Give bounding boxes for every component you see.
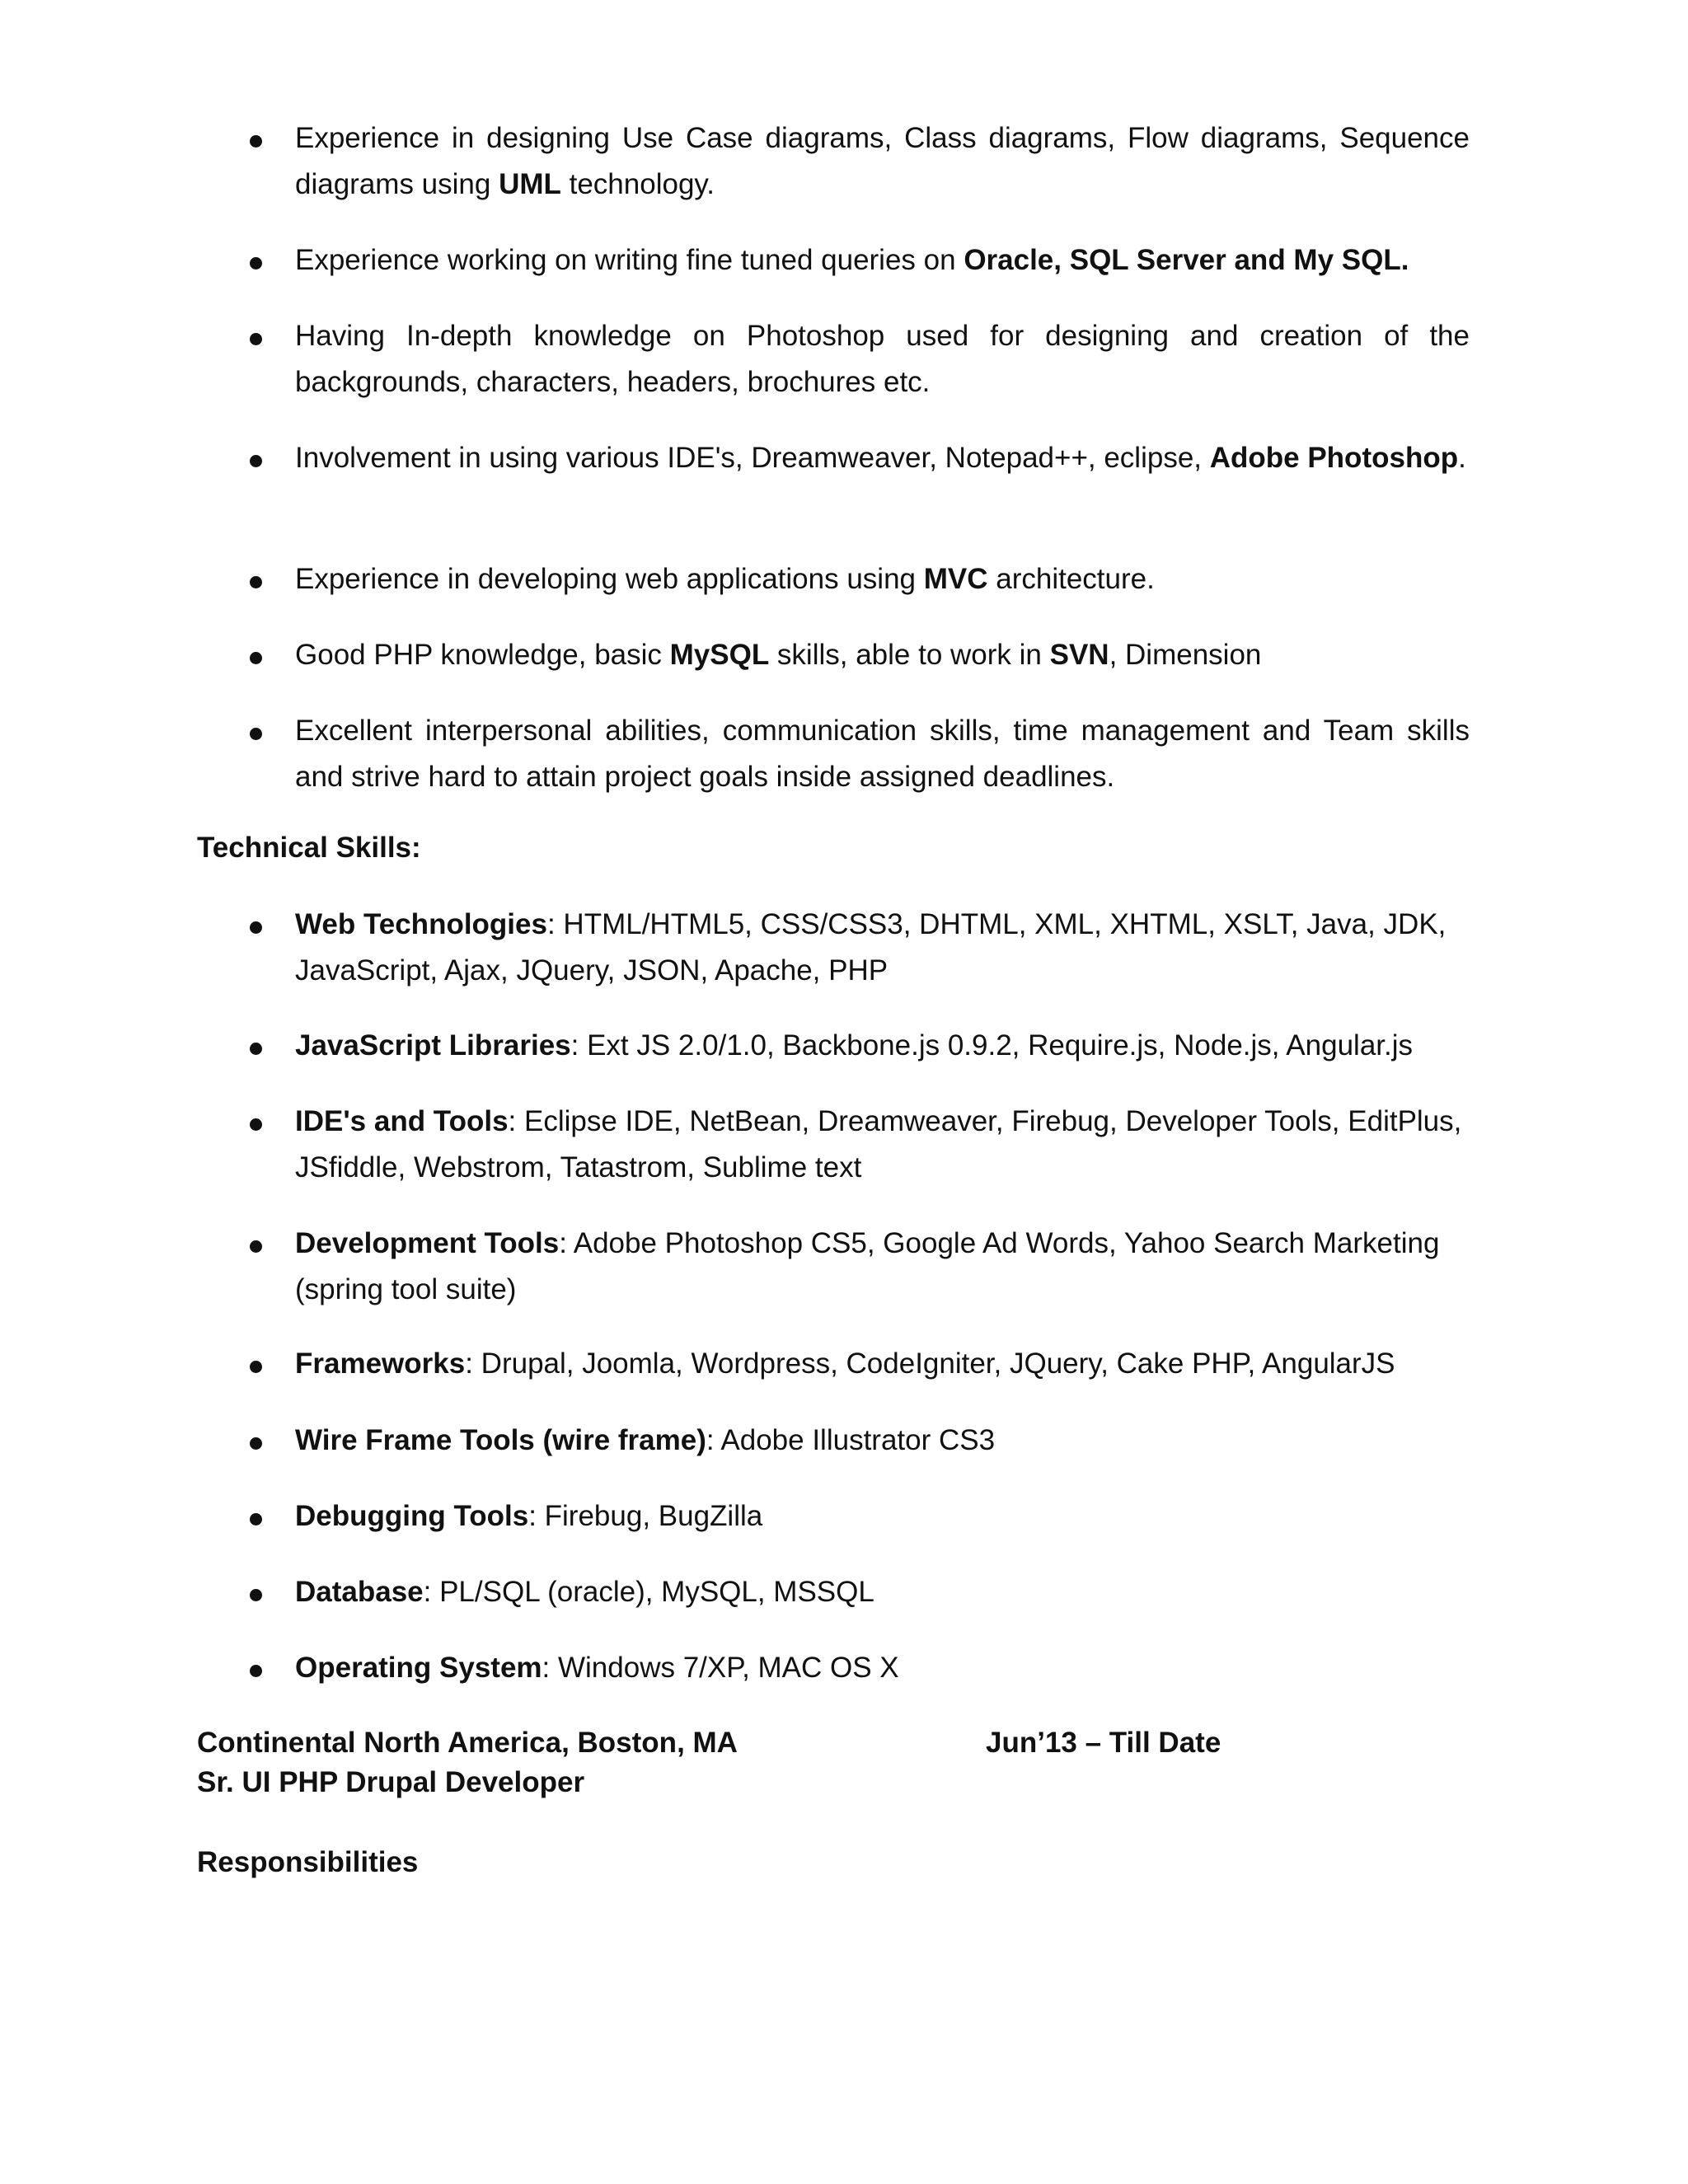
skill-label: Operating System <box>295 1652 542 1684</box>
skill-value: : PL/SQL (oracle), MySQL, MSSQL <box>423 1576 874 1608</box>
skill-value: : HTML/HTML5, CSS/CSS3, DHTML, XML, XHTML, XSLT, Java, JDK, JavaScript, Ajax, JQuery, JSON, Apache, PHP <box>295 908 1447 987</box>
skill-value: : Drupal, Joomla, Wordpress, CodeIgniter, JQuery, Cake PHP, AngularJS <box>465 1347 1395 1380</box>
summary-item: Experience working on writing fine tuned queries on Oracle, SQL Server and My SQL. <box>295 237 1470 284</box>
bullet-icon <box>250 576 262 588</box>
job-dates: Jun’13 – Till Date <box>986 1727 1221 1759</box>
responsibilities-heading: Responsibilities <box>197 1846 419 1878</box>
skill-label: Debugging Tools <box>295 1500 529 1532</box>
bullet-icon <box>250 333 262 345</box>
skill-item <box>295 1418 1470 1464</box>
skill-item <box>295 1099 1470 1191</box>
skill-item <box>295 902 1470 994</box>
skill-label: Database <box>295 1576 424 1608</box>
job-company: Continental North America, Boston, MA <box>197 1727 738 1759</box>
skill-value: : Adobe Illustrator CS3 <box>706 1424 996 1456</box>
skill-label: Frameworks <box>295 1347 466 1380</box>
bullet-icon <box>250 455 262 467</box>
skill-item <box>295 1023 1470 1069</box>
skill-label: Development Tools <box>295 1227 560 1259</box>
bullet-icon <box>250 652 262 664</box>
bullet-icon <box>250 1118 262 1131</box>
skill-item <box>295 1645 1470 1691</box>
skill-value: : Eclipse IDE, NetBean, Dreamweaver, Firebug, Developer Tools, EditPlus, JSfiddle, Webstrom, Tatastrom, Sublime text <box>295 1105 1462 1183</box>
bullet-icon <box>250 728 262 740</box>
skill-value: : Windows 7/XP, MAC OS X <box>542 1652 899 1684</box>
bullet-icon <box>250 1437 262 1450</box>
summary-item: Good PHP knowledge, basic MySQL skills, able to work in SVN, Dimension <box>295 632 1470 678</box>
summary-item: Involvement in using various IDE's, Dreamweaver, Notepad++, eclipse, Adobe Photoshop. <box>295 435 1470 481</box>
skill-value: : Firebug, BugZilla <box>528 1500 763 1532</box>
bullet-icon <box>250 921 262 934</box>
skill-value: : Ext JS 2.0/1.0, Backbone.js 0.9.2, Require.js, Node.js, Angular.js <box>570 1029 1414 1062</box>
skill-item <box>295 1569 1470 1615</box>
skill-item <box>295 1221 1470 1313</box>
summary-item: Having In-depth knowledge on Photoshop used for designing and creation of the backgrounds, characters, headers, brochures etc. <box>295 313 1470 405</box>
bullet-icon <box>250 1043 262 1055</box>
bullet-icon <box>250 1513 262 1526</box>
skill-label: JavaScript Libraries <box>295 1029 571 1062</box>
skill-item <box>295 1341 1470 1387</box>
skill-label: Web Technologies <box>295 908 547 940</box>
bullet-icon <box>250 257 262 269</box>
skill-value: : Adobe Photoshop CS5, Google Ad Words, Yahoo Search Marketing (spring tool suite) <box>295 1227 1440 1305</box>
skill-label: Wire Frame Tools (wire frame) <box>295 1424 706 1456</box>
bullet-icon <box>250 1589 262 1601</box>
skill-item <box>295 1493 1470 1540</box>
bullet-icon <box>250 135 262 148</box>
bullet-icon <box>250 1665 262 1677</box>
bullet-icon <box>250 1361 262 1373</box>
summary-item: Experience in developing web applications using MVC architecture. <box>295 556 1470 602</box>
summary-item: Excellent interpersonal abilities, communication skills, time management and Team skills and strive hard to attain project goals inside assigned deadlines. <box>295 708 1470 800</box>
technical-skills-heading: Technical Skills: <box>197 832 421 864</box>
summary-item: Experience in designing Use Case diagrams, Class diagrams, Flow diagrams, Sequence diagrams using UML technology. <box>295 115 1470 208</box>
bullet-icon <box>250 1240 262 1253</box>
job-title: Sr. UI PHP Drupal Developer <box>197 1766 585 1798</box>
skill-label: IDE's and Tools <box>295 1105 509 1137</box>
